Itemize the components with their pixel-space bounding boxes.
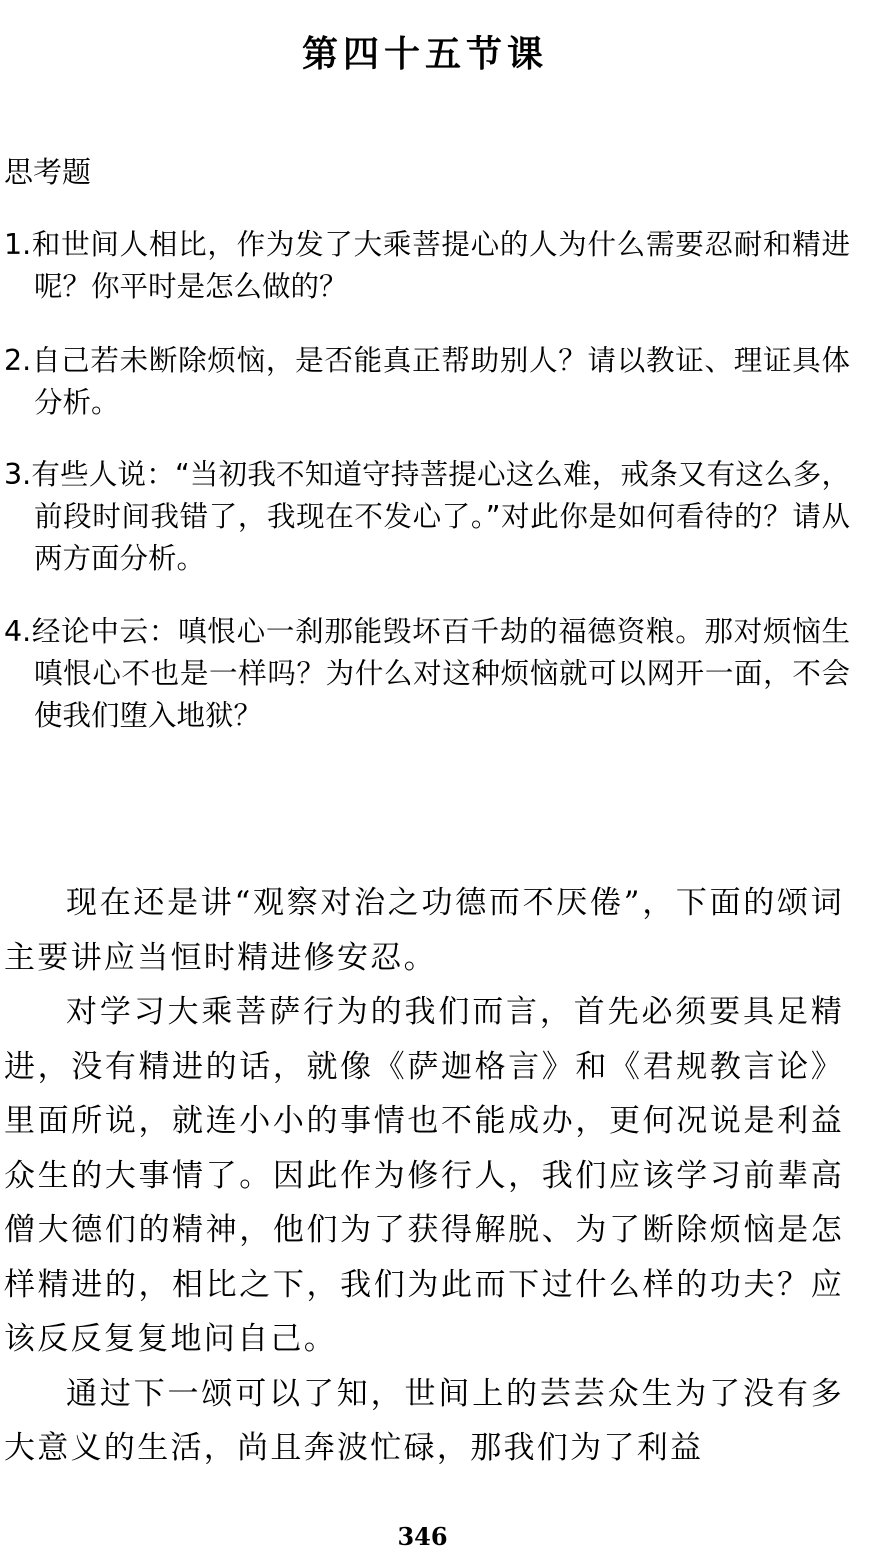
body-paragraph-2: 对学习大乘菩萨行为的我们而言，首先必须要具足精进，没有精进的话，就像《萨迦格言》和《君规教言论》里面所说，就连小小的事情也不能成办，更何况说是利益众生的大事情了。因此作为修行人，我们应该学习前辈高僧大德们的精神，他们为了获得解脱、为了断除烦恼是怎样精进的，相比之下，我们为此而下过什么样的功夫？应该反反复复地问自己。 [4,994,844,1357]
question-item-4: 4.经论中云：嗔恨心一刹那能毁坏百千劫的福德资粮。那对烦恼生嗔恨心不也是一样吗？为什么对这种烦恼就可以网开一面，不会使我们堕入地狱？ [4,615,850,732]
lesson-title: 第四十五节课 [301,33,548,75]
question-item-2: 2.自己若未断除烦恼，是否能真正帮助别人？请以教证、理证具体分析。 [4,344,850,419]
body-text [4,876,844,1476]
question-item-3: 3.有些人说：“当初我不知道守持菩提心这么难，戒条又有这么多，前段时间我错了，我现在不发心了。”对此你是如何看待的？请从两方面分析。 [4,458,850,575]
body-paragraph-3: 通过下一颂可以了知，世间上的芸芸众生为了没有多大意义的生活，尚且奔波忙碌，那我们为了利益 [4,1375,844,1466]
body-paragraph-1: 现在还是讲“观察对治之功德而不厌倦”，下面的颂词主要讲应当恒时精进修安忍。 [4,885,844,976]
page-number: 346 [397,1522,448,1551]
question-item-1: 1.和世间人相比，作为发了大乘菩提心的人为什么需要忍耐和精进呢？你平时是怎么做的？ [4,228,850,303]
section-label-discussion-questions: 思考题 [4,155,92,189]
